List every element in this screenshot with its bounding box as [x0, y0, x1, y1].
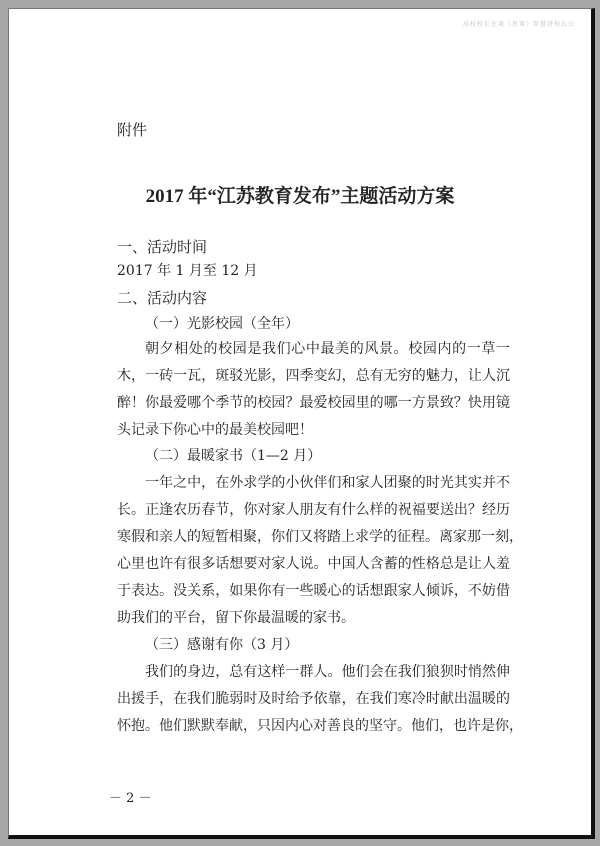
attachment-label: 附件: [117, 121, 148, 139]
text-line: 2017 年 1 月至 12 月: [117, 263, 258, 279]
text-line: 心里也许有很多话想要对家人说。中国人含蓄的性格总是让人羞: [117, 556, 510, 572]
text-line: 木，一砖一瓦，斑驳光影，四季变幻，总有无穷的魅力，让人沉: [117, 368, 510, 384]
text-line: 长。正逢农历春节，你对家人朋友有什么样的祝福要送出？经历: [117, 502, 510, 518]
text-line: 出援手，在我们脆弱时及时给予依靠，在我们寒冷时献出温暖的: [117, 691, 510, 707]
text-line: （一）光影校园（全年）: [145, 316, 299, 332]
text-line: （三）感谢有你（3 月）: [145, 637, 299, 653]
text-line: 醉！你最爱哪个季节的校园？最爱校园里的哪一方景致？快用镜: [117, 395, 510, 411]
text-line: 于表达。没关系，如果你有一些暖心的话想跟家人倾诉，不妨借: [117, 583, 510, 599]
text-line: 怀抱。他们默默奉献，只因内心对善良的坚守。他们，也许是你，: [117, 718, 523, 734]
document-page: [8, 8, 595, 839]
text-line: （二）最暖家书（1—2 月）: [145, 448, 322, 464]
text-line: 寒假和亲人的短暂相聚，你们又将踏上求学的征程。离家那一刻，: [117, 529, 523, 545]
section-heading: 二、活动内容: [117, 289, 208, 307]
text-line: 助我们的平台，留下你最温暖的家书。: [117, 610, 355, 626]
text-line: 我们的身边，总有这样一群人。他们会在我们狼狈时悄然伸: [145, 664, 510, 680]
watermark: 高校校长在谈《思谈》智慧讲校长公: [462, 21, 575, 28]
text-line: 朝夕相处的校园是我们心中最美的风景。校园内的一草一: [145, 341, 510, 357]
page-number: － 2 －: [109, 791, 152, 806]
section-heading: 一、活动时间: [117, 238, 208, 256]
document-title: 2017 年“江苏教育发布”主题活动方案: [145, 186, 455, 207]
text-line: 头记录下你心中的最美校园吧！: [117, 422, 313, 438]
text-line: 一年之中，在外求学的小伙伴们和家人团聚的时光其实并不: [145, 475, 510, 491]
